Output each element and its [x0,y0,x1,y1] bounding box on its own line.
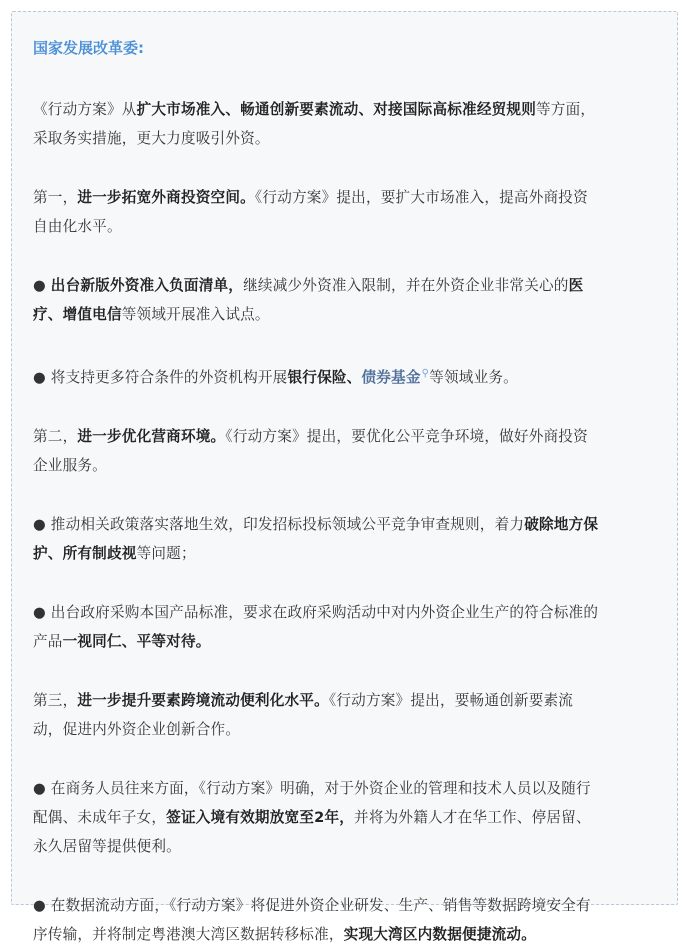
bond-fund-link[interactable]: 债券基金 [361,368,421,386]
paragraph-third: 第三，进一步提升要素跨境流动便利化水平。《行动方案》提出，要畅通创新要素流 动，促进内外资企业创新合作。 [33,691,574,738]
search-icon[interactable]: ⚲ [421,368,430,379]
bullet-fair-competition: ● 推动相关政策落实落地生效，印发招标投标领域公平竞争审查规则，着力破除地方保 护、所有制歧视等问题； [33,515,599,562]
paragraph-second: 第二，进一步优化营商环境。《行动方案》提出，要优化公平竞争环境，做好外商投资 企业服务。 [33,427,588,474]
section-heading: 国家发展改革委: [33,39,144,57]
bullet-financial: ● 将支持更多符合条件的外资机构开展银行保险、债券基金⚲等领域业务。 [33,368,518,386]
article-card [11,11,678,943]
bullet-business-travel: ● 在商务人员往来方面，《行动方案》明确，对于外资企业的管理和技术人员以及随行 配偶、未成年子女，签证入境有效期放宽至2年，并将为外籍人才在华工作、停居留、 永久居留等提供便利。 [33,779,591,855]
bullet-negative-list: ● 出台新版外资准入负面清单，继续减少外资准入限制，并在外资企业非常关心的医 疗、增值电信等领域开展准入试点。 [33,277,584,323]
bullet-data-flow: ● 在数据流动方面，《行动方案》将促进外资企业研发、生产、销售等数据跨境安全有 序传输，并将制定粤港澳大湾区数据转移标准，实现大湾区内数据便捷流动。 [33,896,591,943]
paragraph-first: 第一，进一步拓宽外商投资空间。《行动方案》提出，要扩大市场准入，提高外商投资 自由化水平。 [33,189,588,235]
paragraph-intro: 《行动方案》从扩大市场准入、畅通创新要素流动、对接国际高标准经贸规则等方面， 采取务实措施，更大力度吸引外资。 [33,101,596,147]
bullet-procurement: ● 出台政府采购本国产品标准，要求在政府采购活动中对内外资企业生产的符合标准的 产品一视同仁、平等对待。 [33,603,599,650]
